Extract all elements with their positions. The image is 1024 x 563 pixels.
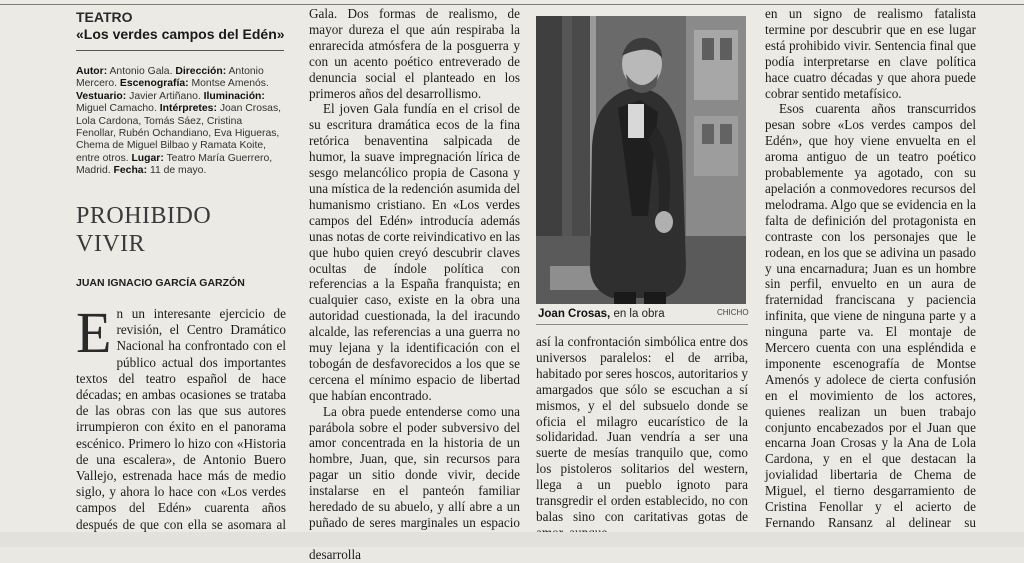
credits-box	[76, 66, 284, 178]
column-1-text: n un interesante ejercicio de revisión, el Centro Dramático Nacional ha confrontado con el público actual dos importantes textos del teatro español de hace décadas; en ambas ocasiones se trataba de las obras con las que sus autores irrumpieron con éxito en el panorama escénico. Primero lo hizo con «Historia de una escalera», de Antonio Buero Vallejo, estrenada hace más de medio siglo, y ahora lo hace con «Los verdes campos del Edén» cuarenta años después de que con ella se asomara al	[76, 306, 286, 532]
caption-rule	[536, 324, 748, 325]
credit-label: Intérpretes:	[159, 103, 217, 115]
credit-value: Antonio Mercero.	[76, 66, 264, 90]
caption-text: en la obra	[613, 308, 665, 320]
photo-caption	[538, 308, 665, 320]
credit-value: 11 de mayo.	[149, 165, 207, 177]
headline: PROHIBIDO VIVIR	[76, 203, 212, 257]
credit-value: Teatro María Guerrero, Madrid.	[76, 152, 273, 177]
photo-illustration	[536, 16, 746, 304]
article-column-3	[536, 334, 748, 541]
paragraph: El joven Gala fundía en el crisol de su escritura dramática ecos de la fina retórica benaventina salpicada de humor, la suave impregnación lírica de sesgo melancólico propia de Casona y una mística de la redención asumida del humanismo cristiano. En «Los verdes campos del Edén» introducía además unas notas de corte reivindicativo en las que hubo quien creyó descubrir claves ocultas de índole política con referencias a la España franquista; en cualquier caso, existe en la obra una autoridad cuestionada, la del iracundo alcalde, las referencias a una guerra no muy lejana y la identificación con el tobogán de desfavorecidos a los que se cercena el mínimo espacio de libertad que habían encontrado.	[309, 101, 520, 403]
article-column-2	[309, 6, 520, 563]
credit-value: Montse Amenós.	[191, 78, 269, 90]
page-bottom-edge	[0, 532, 1024, 547]
paragraph: La obra puede entenderse como una parábola sobre el poder subversivo del amor concentrada en la historia de un hombre, Juan, que, sin recursos para pagar un sitio donde vivir, decide instalarse en el panteón familiar heredado de su abuelo, y allí abre a un puñado de seres marginales un espacio desarrolla	[309, 403, 520, 562]
play-title: «Los verdes campos del Edén»	[76, 26, 285, 42]
credit-label: Vestuario:	[76, 90, 127, 102]
top-rule	[0, 4, 1024, 5]
paragraph: así la confrontación simbólica entre dos universos paralelos: el de arriba, habitado por seres hoscos, autoritarios y amargados que sólo se escuchan a sí mismos, y el del subsuelo donde se oficia el milagro eucarístico de la solidaridad. Juan vendría a ser una suerte de mesías tranquilo que, como los pistoleros solitarios del western, llega a un pueblo ignoto para transgredir el orden establecido, no con balas sino con caritativas gotas de	[536, 334, 748, 524]
credit-label: Iluminación:	[203, 90, 265, 102]
paragraph: Esos cuarenta años transcurridos pesan sobre «Los verdes campos del Edén», que hoy viene envuelta en el aroma antiguo de un teatro poético probablemente ya agotado, con su apelación a conmovedores recursos del melodrama. Algo que se evidencia en la falta de definición del protagonista en contraste con los personajes que le rodean, en los que se adivina un pasado y una encarnadura; Juan es un hombre sin perfil, envuelto en un aura de fraternidad franciscana y paciencia infinita, que viene de ninguna parte y a ninguna parte va. El montaje de Mercero cuenta con una espléndida e imponente escenografía de Montse Amenós y adolece de cierta confusión en el movimiento de los actores, quienes realizan un buen trabajo conjunto encabezados por el Juan que encarna Joan Crosas y la Ana de Lola Cardona, y en el que destacan la jovialidad libertaria de Chema de Miguel, el tierno desgarramiento de Cristina Fenollar y el acierto de Fernando Ransanz al delinear su	[765, 101, 976, 530]
credit-label: Fecha:	[113, 165, 148, 177]
credit-value: Javier Artiñano.	[129, 90, 201, 102]
credit-value: Miguel Camacho.	[76, 103, 157, 115]
paragraph: en un signo de realismo fatalista termine por descubrir que en ese lugar está prohibido vivir. Sentencia final que podía interpretarse en clave política hace cuatro décadas y que ahora puede cobrar sentido metafísico.	[765, 6, 976, 101]
credit-label: Autor:	[76, 66, 108, 77]
article-column-4	[765, 6, 976, 547]
article-column-1	[76, 300, 286, 549]
section-tag: TEATRO	[76, 9, 133, 25]
caption-name: Joan Crosas,	[538, 308, 611, 320]
title-rule	[76, 50, 284, 51]
credit-label: Lugar:	[131, 152, 164, 164]
photo-credit: CHICHO	[717, 308, 749, 317]
credit-value: Joan Crosas, Lola Cardona, Tomás Sáez, Cristina Fenollar, Rubén Ochandiano, Eva Higueras, Chema de Miguel Bilbao y Ramata Koite, entre otros.	[76, 103, 282, 164]
credit-value: Antonio Gala.	[109, 66, 173, 77]
byline: JUAN IGNACIO GARCÍA GARZÓN	[76, 277, 245, 289]
credit-label: Escenografía:	[119, 78, 189, 90]
paragraph: Gala. Dos formas de realismo, de mayor dureza el que aún respiraba la enrarecida atmósfera de la posguerra y con un acento poético entreverado de denuncia social el planteado en los primeros años del desarrollismo.	[309, 6, 520, 101]
drop-cap: E	[76, 300, 112, 365]
actor-photo	[536, 16, 746, 304]
credit-label: Dirección:	[175, 66, 227, 77]
